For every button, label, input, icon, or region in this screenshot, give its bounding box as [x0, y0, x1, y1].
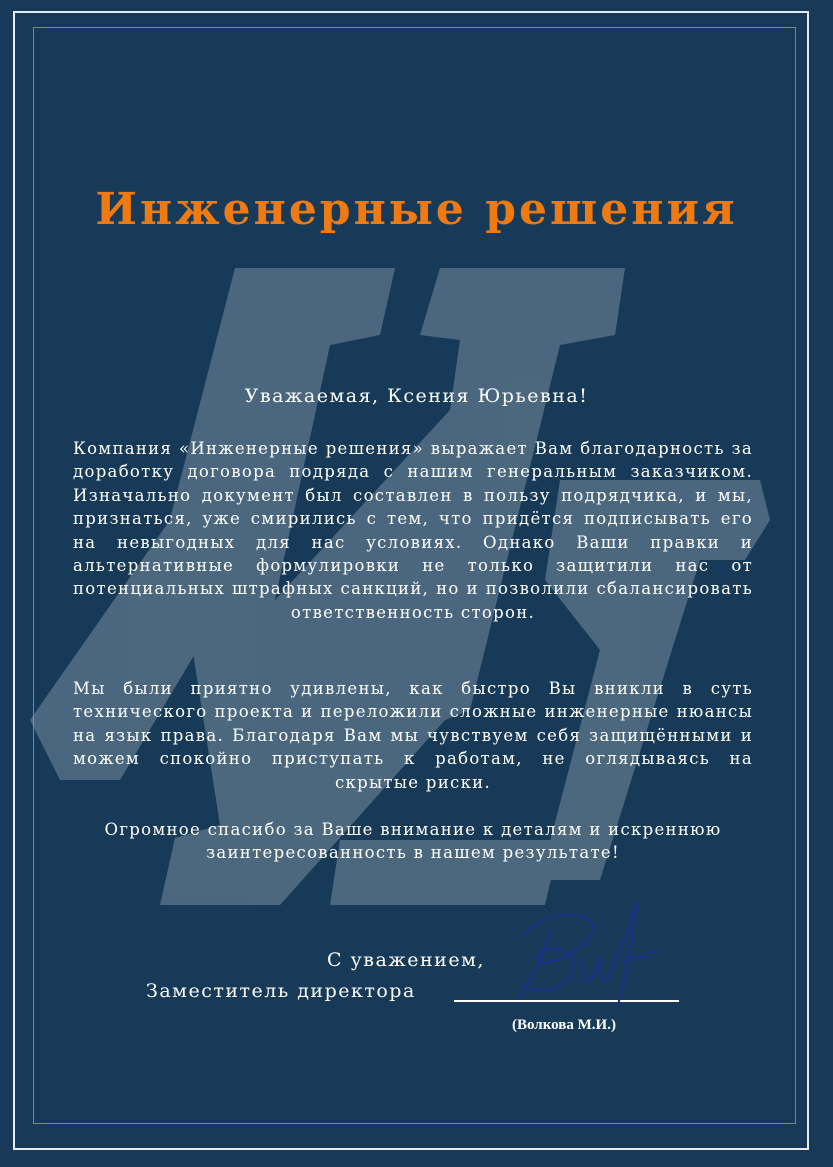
company-title: Инженерные решения — [95, 184, 738, 235]
signer-position: Заместитель директора — [146, 980, 416, 1002]
handwritten-signature — [510, 895, 670, 1015]
letter-paragraph-2: Мы были приятно удивлены, как быстро Вы вникли в суть технического проекта и переложили сложные инженерные нюансы на язык права. Благодаря Вам мы чувствуем себя защищёнными и можем спокойно приступать к работам, не оглядываясь на скрытые риски. — [73, 679, 753, 792]
letter-paragraph-1: Компания «Инженерные решения» выражает Вам благодарность за доработку договора подряда с нашим генеральным заказчиком. Изначально документ был составлен в пользу подрядчика, и мы, признаться, уже смирились с тем, что придётся подписывать его на невыгодных для нас условиях. Однако Ваши правки и альтернативные формулировки не только защитили нас от потенциальных штрафных санкций, но и позволили сбалансировать ответственность сторон. — [73, 439, 753, 622]
greeting: Уважаемая, Ксения Юрьевна! — [244, 385, 589, 407]
closing-phrase: С уважением, — [327, 949, 485, 971]
letter-paragraph-3: Огромное спасибо за Ваше внимание к деталям и искреннюю заинтересованность в нашем результате! — [104, 820, 722, 863]
signatory-name: (Волкова М.И.) — [512, 1017, 616, 1033]
